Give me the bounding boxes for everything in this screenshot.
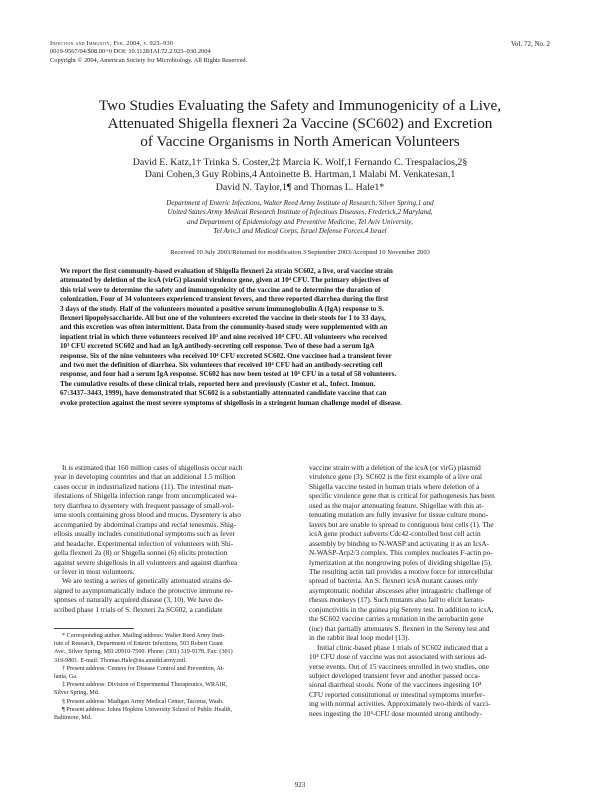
abstract-line: 3 days of the study. Half of the volunteers mounted a positive serum immunoglobulin A (IgA) response to S. [60, 304, 384, 313]
body-line: The resulting actin tail provides a motive force for intercellular [309, 566, 494, 576]
body-line: icsA gene product subverts Cdc42-contolled host cell actin [309, 529, 481, 539]
body-line: sional diarrheal stools. None of the vaccinees ingesting 10⁴ [309, 680, 482, 690]
body-line: subject developed transient fever and another passed occa- [309, 670, 481, 680]
affiliation-line: and Department of Epidemiology and Preventive Medicine, Tel Aviv University, [187, 217, 413, 226]
body-line: N-WASP-Arp2/3 complex. This complex nucleates F-actin po- [309, 548, 493, 558]
volume-info: Vol. 72, No. 2 [510, 40, 550, 48]
affiliation-line: Department of Enteric Infections, Walter Reed Army Institute of Research, Silver Spring,1 and [166, 199, 434, 207]
body-line: layers but are unable to spread to contiguous host cells (1). The [309, 519, 494, 529]
abstract-line: and this excretion was often intermittent. Data from the community-based study were supplemented with an [60, 323, 388, 332]
body-line: (iuc) that partially attenuates S. flexneri in the Sereny test and [309, 623, 490, 633]
body-line: vaccine strain with a deletion of the icsA (or virG) plasmid [309, 463, 481, 472]
body-line: 10⁴ CFU dose of vaccine was not associated with serious ad- [309, 652, 487, 662]
author-line: David E. Katz,1† Trinka S. Coster,2‡ Marcia K. Wolf,1 Fernando C. Trespalacios,2§ [132, 157, 468, 168]
body-line: sponses of naturally acquired disease (3, 10). We have de- [54, 595, 224, 605]
body-line: Initial clinic-based phase 1 trials of SC602 indicated that a [317, 642, 488, 652]
affiliation-line: Tel Aviv,3 and Medical Corps, Israel Defense Forces,4 Israel [213, 227, 387, 236]
footnote-line: tute of Research, Department of Enteric Infections, 503 Robert Grant [54, 641, 223, 648]
body-line: tery diarrhea to dysentery with frequent passage of small-vol- [54, 500, 234, 510]
body-line: specific virulence gene that is critical for pathogenesis has been [309, 491, 495, 501]
title-line: Attenuated Shigella flexneri 2a Vaccine (SC602) and Excretion [107, 115, 493, 132]
body-line: or fever in most volunteers. [54, 566, 135, 576]
body-line: It is estimated that 160 million cases of shigellosis occur each [62, 463, 243, 472]
body-line: rhesus monkeys (17). Such mutants also fail to elicit kerato- [309, 595, 485, 605]
footnote-line: ‡ Present address: Division of Experimental Therapeutics, WRAIR, [62, 682, 228, 689]
body-line: virulence gene (3). SC602 is the first example of a live oral [309, 472, 483, 482]
body-line: cases occur in industrialized nations (11). The intestinal man- [54, 481, 234, 491]
abstract-line: We report the first community-based evaluation of Shigella flexneri 2a strain SC602, a live, oral vaccine strain [60, 267, 393, 275]
abstract-line: response. Six of the nine volunteers who received 10⁴ CFU excreted SC602. One vaccinee had a transient fever [60, 351, 392, 360]
page-number: 923 [294, 781, 306, 789]
abstract [60, 267, 536, 408]
abstract-line: response, and four had a serum IgA response. SC602 has now been tested at 10⁴ CFU in a total of 58 volunteers. [60, 370, 397, 379]
abstract-line: attenuated by deletion of the icsA (virG) plasmid virulence gene, given at 10⁴ CFU. The primary objectives of [60, 276, 389, 285]
footnote-line: lanta, Ga. [54, 674, 78, 681]
body-line: We are testing a series of genetically attenuated strains de- [62, 576, 233, 586]
author-line: Dani Cohen,3 Guy Robins,4 Antoinette B. Hartman,1 Malabi M. Venkatesan,1 [144, 169, 456, 181]
body-column-right [309, 463, 553, 718]
body-line: ume stools containing gross blood and mucus. Dysentery is also [54, 510, 241, 520]
title-line: of Vaccine Organisms in North American Volunteers [140, 133, 460, 150]
body-line: spread of bacteria. An S. flexneri icsA mutant causes only [309, 576, 478, 586]
abstract-line: evoke protection against the most severe symptoms of shigellosis in a stringent human challenge model of disease. [60, 398, 402, 407]
body-line: and headache. Experimental infection of volunteers with Shi- [54, 538, 234, 548]
body-line: accompanied by abdominal cramps and rectal tenesmus. Shig- [54, 519, 236, 529]
copyright-line: Copyright © 2004, American Society for Microbiology. All Rights Reserved. [50, 56, 248, 64]
footnote-line: § Present address: Madigan Army Medical Center, Tacoma, Wash. [62, 698, 224, 705]
issn-doi: 0019-9567/04/$08.00+0 DOI: 10.1128/IAI.72.2.923–930.2004 [50, 48, 211, 56]
footnote-line: † Present address: Centers for Disease Control and Prevention, At- [62, 665, 225, 672]
journal-info [50, 40, 247, 65]
affiliations [60, 199, 540, 237]
body-line: asymptomatic nodular abscesses after intragastric challenge of [309, 585, 492, 595]
body-line: Shigella vaccine tested in human trials where deletion of a [309, 481, 480, 491]
body-line: year in developing countries and that an additional 1.5 million [54, 472, 236, 482]
received-dates: Received 10 July 2003/Returned for modification 3 September 2003/Accepted 10 November 2003 [170, 249, 430, 256]
body-line: ing with normal activities. Approximately two-thirds of vacci- [309, 699, 491, 709]
body-line: ellosis usually includes constitutional symptoms such as fever [54, 529, 235, 539]
body-line: CFU reported constitutional or intestinal symptoms interfer- [309, 689, 485, 699]
abstract-line: flexneri lipopolysaccharide. All but one of the volunteers excreted the vaccine in their stools for 1 to 33 days, [60, 314, 386, 323]
body-line: used as the major attenuating feature. Shigellae with this at- [309, 500, 484, 510]
abstract-line: 10³ CFU excreted SC602 and had an IgA antibody-secreting cell response. Two of these had a serum IgA [60, 342, 375, 351]
body-line: against severe shigellosis in all volunteers and against diarrhea [54, 557, 238, 567]
footnote-line: Silver Spring, Md. [54, 690, 100, 697]
body-line: signed to asymptomatically induce the protective immune re- [54, 585, 233, 595]
abstract-line: inpatient trial in which three volunteers received 10³ and nine received 10⁴ CFU. All volunteers who received [60, 332, 388, 341]
footnote-line: 319-9801. E-mail: Thomas.Hale@na.amedd.army.mil. [54, 657, 187, 664]
footnote-line: ¶ Present address: Johns Hopkins University School of Public Health, [62, 706, 232, 713]
body-line: conjunctivitis in the guinea pig Sereny test. In addition to icsA, [309, 604, 494, 614]
body-line: assembly by binding to N-WASP and activating it as an IcsA- [309, 538, 490, 548]
abstract-line: colonization. Four of 34 volunteers experienced transient fevers, and three reported diarrhea during the first [60, 295, 389, 304]
body-line: lymerization at the nongrowing poles of dividing shigellae (5). [309, 557, 492, 567]
footnote-divider [54, 628, 134, 629]
title-line: Two Studies Evaluating the Safety and Immunogenicity of a Live, [98, 97, 502, 114]
affiliation-line: United States Army Medical Research Institute of Infectious Diseases, Frederick,2 Maryland, [167, 208, 433, 217]
body-line: ifestations of Shigella infection range from uncomplicated wa- [54, 491, 237, 501]
footnote-line: * Corresponding author. Mailing address: Walter Reed Army Insti- [62, 633, 225, 639]
footnote-line: Baltimore, Md. [54, 715, 92, 722]
abstract-line: and two met the definition of diarrhea. Six volunteers that received 10⁴ CFU had an antibody-secreting cell [60, 361, 383, 370]
body-line: the SC602 vaccine carries a mutation in the aerobactin gene [309, 614, 484, 624]
article-title [40, 97, 560, 151]
footnotes [54, 632, 298, 722]
body-line: scribed phase 1 trials of S. flexneri 2a SC602, a candidate [54, 604, 223, 614]
body-line: verse events. Out of 15 vaccinees enrolled in two studies, one [309, 661, 489, 671]
journal-citation: Infection and Immunity, Feb. 2004, p. 923–930 [50, 40, 174, 47]
footnote-line: Ave., Silver Spring, MD 20910-7500. Phone: (301) 319-9178. Fax: (301) [54, 649, 233, 656]
body-line: tenuating mutation are fully invasive for tissue culture mono- [309, 510, 489, 520]
author-line: David N. Taylor,1¶ and Thomas L. Hale1* [215, 181, 385, 193]
body-line: nees ingesting the 10⁴-CFU dose mounted strong antibody- [309, 708, 482, 718]
body-line: in the rabbit ileal loop model (13). [309, 633, 410, 643]
body-column-left [54, 463, 298, 614]
abstract-line: this trial were to determine the safety and immunogenicity of the vaccine and to determine the duration of [60, 285, 381, 294]
abstract-line: 67:3437–3443, 1999), have demonstrated that SC602 is a substantially attenuated candidate vaccine that can [60, 389, 387, 398]
body-line: gella flexneri 2a (8) or Shigella sonnei (6) elicits protection [54, 548, 228, 558]
abstract-line: The cumulative results of these clinical trials, reported here and previously (Coster et al., Infect. Immun. [60, 379, 376, 388]
author-list [40, 157, 560, 194]
